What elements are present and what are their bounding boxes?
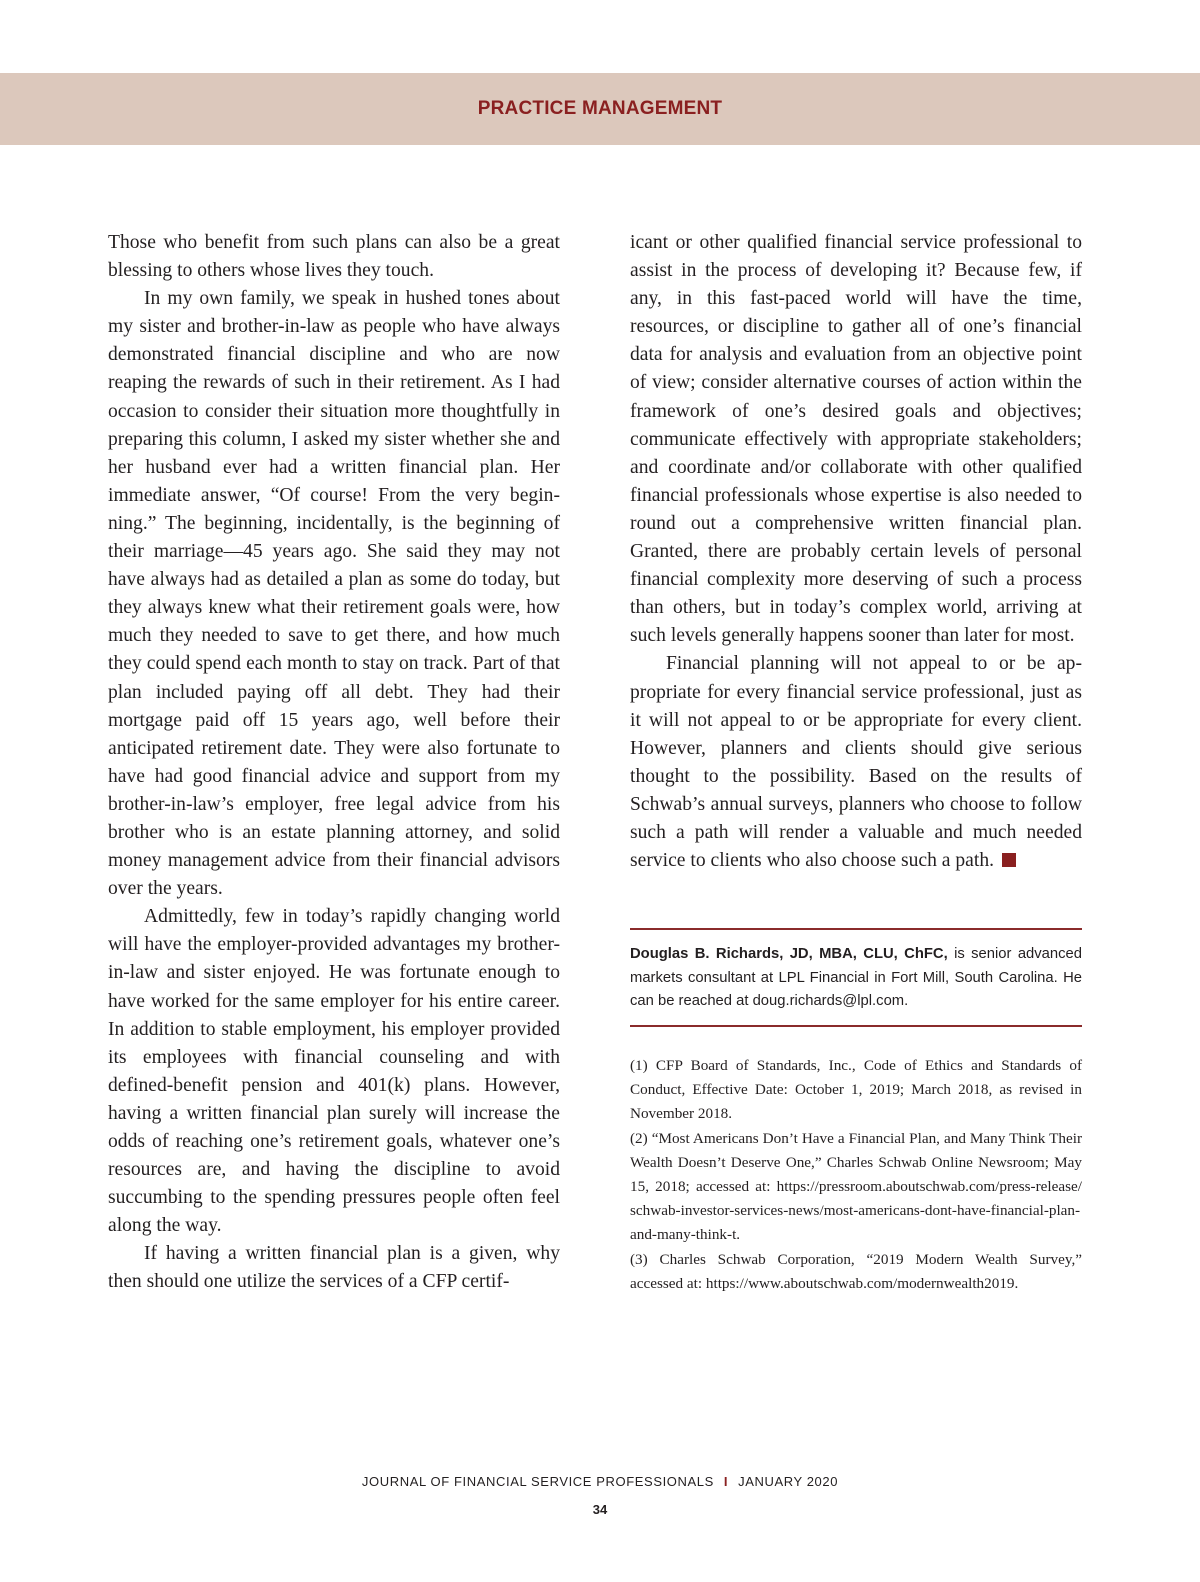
paragraph: In my own family, we speak in hushed tones about my sister and brother-in-law as people who have always demonstrated financial discipline and who are now reaping the rewards of such in their retirement. As I had occasion to consider their situation more thoughtfully in preparing this column, I asked my sister whether she and her husband ever had a written financial plan. Her immediate answer, “Of course! From the very beginning.” The beginning, incidentally, is the beginning of their marriage—45 years ago. She said they may not have always had as detailed a plan as some do today, but they always knew what their retirement goals were, how much they needed to save to get there, and how much they could spend each month to stay on track. Part of that plan included paying off all debt. They had their mortgage paid off 15 years ago, well before their anticipated retirement date. They were also fortunate to have had good financial advice and support from my brother-in-law’s employer, free legal advice from his brother who is an estate planning attorney, and solid money management advice from their financial advisors over the years.	[108, 288, 560, 900]
bio-top-divider	[630, 928, 1082, 930]
paragraph-final	[630, 650, 1082, 875]
bio-bottom-divider	[630, 1025, 1082, 1027]
paragraph-text: Financial planning will not appeal to or be appropriate for every financial service professional, just as it will not appeal to or be appropriate for every client. However, planners and clients should give serious thought to the possibility. Based on the results of Schwab’s annual surveys, planners who choose to follow such a path will render a valuable and much needed service to clients who also choose such a path.	[630, 653, 1082, 872]
footnote-3: (3) Charles Schwab Corporation, “2019 Modern Wealth Survey,” accessed at: https://www.aboutschwab.com/modernwealth2019.	[630, 1250, 1082, 1292]
left-text-column	[108, 229, 560, 1297]
page-number: 34	[592, 1502, 608, 1517]
author-bio-text: is senior advanced markets consultant at LPL Financial in Fort Mill, South Carolina. He can be reached at doug.richards@lpl.com.	[630, 946, 1082, 1009]
footnotes	[630, 1054, 1082, 1296]
paragraph: Admittedly, few in today’s rapidly changing world will have the employer-provided advantages my brother-in-law and sister enjoyed. He was fortunate enough to have worked for the same employer for his entire career. In addition to stable employment, his employer provided its employees with financial counseling and with defined-benefit pension and 401(k) plans. However, having a written financial plan surely will increase the odds of reaching one’s retirement goals, whatever one’s resources are, and having the discipline to avoid succumbing to the spending pressures people often feel along the way.	[108, 906, 560, 1237]
author-bio	[630, 943, 1082, 1014]
end-of-article-icon	[1002, 853, 1016, 867]
footnote-2: (2) “Most Americans Don’t Have a Financial Plan, and Many Think Their Wealth Doesn’t Deserve One,” Charles Schwab Online Newsroom; May 15, 2018; accessed at: https://pressroom.​aboutschwab.com/​press-release/​schwab-investor-services-news/​most-americans-dont-have-financial-plan-and-many-think-t.	[630, 1129, 1082, 1244]
issue-date: JANUARY 2020	[738, 1474, 839, 1489]
paragraph: Those who benefit from such plans can also be a great blessing to others whose lives they touch.	[108, 232, 560, 282]
paragraph: If having a written financial plan is a given, why then should one utilize the services of a CFP certif-	[108, 1243, 560, 1293]
footnote-1: (1) CFP Board of Standards, Inc., Code of Ethics and Standards of Conduct, Effective Date: October 1, 2019; March 2018, as revised in November 2018.	[630, 1057, 1082, 1123]
section-title: PRACTICE MANAGEMENT	[477, 98, 723, 119]
right-text-column	[630, 229, 1082, 875]
paragraph: icant or other qualified financial service professional to assist in the process of developing it? Because few, if any, in this fast-paced world will have the time, resources, or discipline to gather all of one’s financial data for analysis and evaluation from an objective point of view; consider alternative courses of action within the framework of one’s desired goals and objectives; communicate effectively with appropriate stakeholders; and coordinate and/or collaborate with other qualified financial professionals whose expertise is also needed to round out a comprehensive written financial plan. Granted, there are probably certain levels of personal financial complexity more deserving of such a process than others, but in today’s complex world, arriving at such levels generally happens sooner than later for most.	[630, 232, 1082, 647]
section-header-banner	[0, 73, 1200, 145]
footer-separator: I	[723, 1474, 729, 1489]
author-name: Douglas B. Richards, JD, MBA, CLU, ChFC,	[630, 946, 948, 962]
page-footer	[0, 1474, 1200, 1489]
journal-name: JOURNAL OF FINANCIAL SERVICE PROFESSIONALS	[361, 1474, 714, 1489]
